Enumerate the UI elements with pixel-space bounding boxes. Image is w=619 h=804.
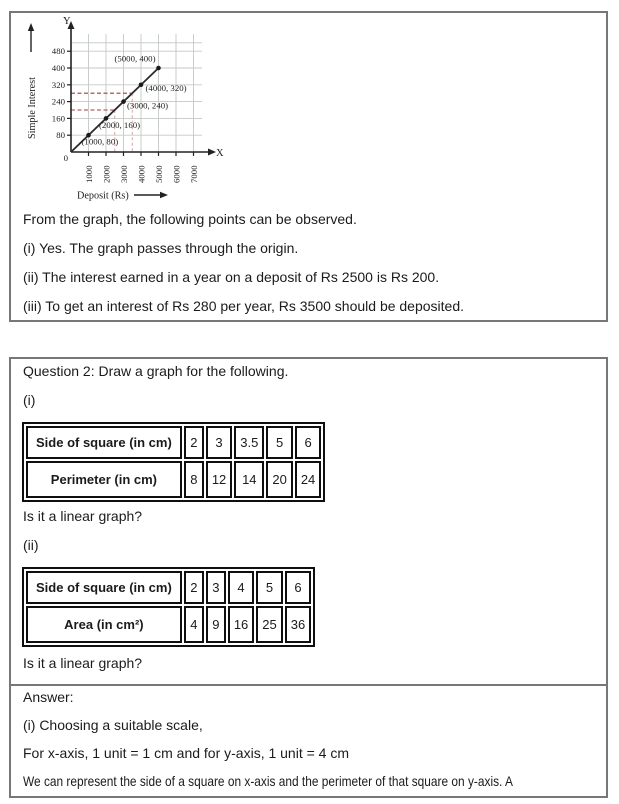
x-tick-label: 7000 — [189, 165, 199, 183]
x-caption-arrowhead — [160, 192, 168, 198]
point-label: (2000, 160) — [99, 119, 141, 130]
x-axis-letter: X — [216, 148, 224, 159]
y-caption-arrowhead — [28, 23, 34, 31]
value-cell: 5 — [256, 571, 282, 604]
observation-intro: From the graph, the following points can be observed. — [23, 211, 357, 227]
value-cell: 3 — [206, 571, 226, 604]
observation-item-2: (ii) The interest earned in a year on a deposit of Rs 2500 is Rs 200. — [23, 269, 440, 285]
data-table-side-area — [22, 567, 315, 647]
y-tick-label: 480 — [51, 46, 65, 57]
table-row — [26, 461, 321, 498]
answer-line-2: For x-axis, 1 unit = 1 cm and for y-axis, 1 unit = 4 cm — [23, 745, 350, 761]
y-tick-label: 80 — [56, 130, 65, 141]
value-cell: 2 — [184, 571, 204, 604]
value-cell: 20 — [266, 461, 292, 498]
table-row — [26, 426, 321, 459]
value-cell: 14 — [234, 461, 264, 498]
data-point — [156, 66, 161, 71]
value-cell: 4 — [228, 571, 254, 604]
row-label: Area (in cm²) — [26, 606, 182, 643]
y-tick-label: 320 — [51, 79, 65, 90]
point-label: (4000, 320) — [145, 82, 187, 93]
answer-line-3: We can represent the side of a square on x-axis and the perimeter of that square on y-axis. A — [23, 773, 513, 789]
value-cell: 6 — [295, 426, 321, 459]
point-label: (3000, 240) — [127, 100, 169, 111]
value-cell: 3 — [206, 426, 232, 459]
point-label: (1000, 80) — [81, 136, 119, 147]
question-title: Question 2: Draw a graph for the following. — [23, 363, 289, 379]
table-row — [26, 606, 311, 643]
point-label: (5000, 400) — [114, 53, 156, 64]
data-point — [139, 83, 144, 88]
x-tick-label: 3000 — [119, 165, 129, 183]
observation-item-3: (iii) To get an interest of Rs 280 per year, Rs 3500 should be deposited. — [23, 298, 465, 314]
data-table-side-perimeter — [22, 422, 325, 502]
row-label: Side of square (in cm) — [26, 571, 182, 604]
x-tick-label: 2000 — [101, 165, 112, 183]
part-label-i: (i) — [23, 392, 36, 408]
linear-question-2: Is it a linear graph? — [23, 655, 143, 671]
value-cell: 6 — [285, 571, 311, 604]
answer-label: Answer: — [23, 689, 74, 705]
part-label-ii: (ii) — [23, 537, 39, 553]
linear-question-1: Is it a linear graph? — [23, 508, 143, 524]
value-cell: 25 — [256, 606, 282, 643]
observation-item-1: (i) Yes. The graph passes through the origin. — [23, 240, 299, 256]
x-tick-label: 4000 — [136, 165, 147, 183]
x-tick-label: 6000 — [171, 165, 182, 183]
x-tick-label: 5000 — [154, 165, 164, 183]
table-row — [26, 571, 311, 604]
value-cell: 24 — [295, 461, 321, 498]
observation-box — [9, 11, 608, 322]
value-cell: 12 — [206, 461, 232, 498]
y-axis-caption: Simple Interest — [27, 77, 38, 139]
y-axis-letter: Y — [63, 16, 71, 27]
question-box — [9, 357, 608, 684]
y-tick-label: 240 — [51, 96, 65, 107]
y-tick-label: 160 — [51, 113, 65, 124]
row-label: Side of square (in cm) — [26, 426, 182, 459]
value-cell: 5 — [266, 426, 292, 459]
value-cell: 4 — [184, 606, 204, 643]
value-cell: 16 — [228, 606, 254, 643]
data-point — [121, 99, 126, 104]
value-cell: 2 — [184, 426, 204, 459]
x-axis-caption: Deposit (Rs) — [77, 190, 129, 202]
x-axis-arrowhead — [208, 149, 216, 156]
x-tick-label: 1000 — [84, 165, 94, 183]
value-cell: 8 — [184, 461, 204, 498]
row-label: Perimeter (in cm) — [26, 461, 182, 498]
origin-label: 0 — [63, 153, 68, 163]
answer-box — [9, 684, 608, 798]
answer-line-1: (i) Choosing a suitable scale, — [23, 717, 203, 733]
value-cell: 3.5 — [234, 426, 264, 459]
value-cell: 9 — [206, 606, 226, 643]
simple-interest-graph — [11, 13, 239, 205]
y-tick-label: 400 — [51, 63, 65, 73]
value-cell: 36 — [285, 606, 311, 643]
